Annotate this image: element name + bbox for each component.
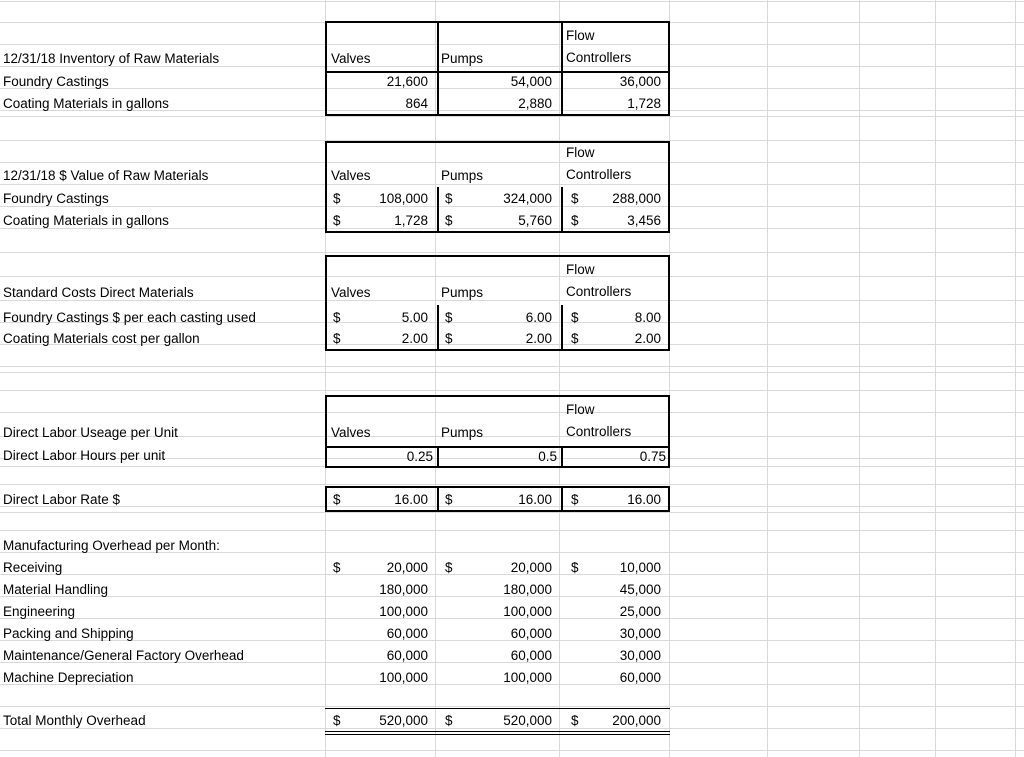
cell-value[interactable]: 3,456 bbox=[627, 213, 661, 228]
overhead-row-label: Material Handling bbox=[3, 582, 109, 597]
row-label: Total Monthly Overhead bbox=[3, 713, 146, 728]
currency-symbol: $ bbox=[571, 213, 579, 228]
cell-value[interactable]: 100,000 bbox=[379, 670, 428, 685]
cell-value[interactable]: 0.75 bbox=[639, 449, 666, 464]
col-header-valves: Valves bbox=[331, 168, 371, 183]
col-header-flow: Controllers bbox=[566, 284, 632, 299]
row-label: Direct Labor Hours per unit bbox=[3, 448, 166, 463]
gridline-col bbox=[859, 0, 860, 757]
overhead-title: Manufacturing Overhead per Month: bbox=[3, 538, 220, 553]
col-header-flow: Flow bbox=[566, 402, 595, 417]
border bbox=[437, 488, 439, 510]
cell-value[interactable]: 30,000 bbox=[619, 626, 661, 641]
cell-value[interactable]: 0.25 bbox=[406, 449, 433, 464]
border bbox=[437, 305, 439, 349]
col-header-valves: Valves bbox=[331, 425, 371, 440]
row-label: Direct Labor Rate $ bbox=[3, 492, 121, 507]
col-header-flow: Controllers bbox=[566, 167, 632, 182]
border bbox=[437, 187, 439, 231]
inventory-title: 12/31/18 Inventory of Raw Materials bbox=[3, 51, 220, 66]
border bbox=[561, 446, 563, 466]
cell-value[interactable]: 36,000 bbox=[619, 74, 661, 89]
row-label: Foundry Castings bbox=[3, 74, 109, 89]
cell-value[interactable]: 25,000 bbox=[619, 604, 661, 619]
overhead-row-label: Engineering bbox=[3, 604, 76, 619]
border bbox=[561, 187, 563, 231]
row-label: Coating Materials in gallons bbox=[3, 213, 169, 228]
standard-costs-title: Standard Costs Direct Materials bbox=[3, 285, 194, 300]
cell-value[interactable]: 288,000 bbox=[612, 191, 661, 206]
col-header-pumps: Pumps bbox=[441, 285, 484, 300]
gridline-row bbox=[0, 512, 1024, 513]
total-top-border bbox=[325, 708, 670, 709]
cell-value[interactable]: 20,000 bbox=[510, 560, 552, 575]
border bbox=[437, 23, 439, 114]
cell-value[interactable]: 1,728 bbox=[627, 96, 661, 111]
currency-symbol: $ bbox=[445, 331, 453, 346]
currency-symbol: $ bbox=[571, 713, 579, 728]
currency-symbol: $ bbox=[333, 560, 341, 575]
cell-value[interactable]: 20,000 bbox=[386, 560, 428, 575]
col-header-valves: Valves bbox=[331, 285, 371, 300]
gridline-row bbox=[0, 116, 1024, 117]
cell-value[interactable]: 16.00 bbox=[518, 492, 552, 507]
cell-value[interactable]: 100,000 bbox=[503, 670, 552, 685]
cell-value[interactable]: 16.00 bbox=[627, 492, 661, 507]
overhead-row-label: Maintenance/General Factory Overhead bbox=[3, 648, 244, 663]
cell-value[interactable]: 21,600 bbox=[386, 74, 428, 89]
currency-symbol: $ bbox=[333, 310, 341, 325]
cell-value[interactable]: 100,000 bbox=[379, 604, 428, 619]
gridline-col bbox=[767, 0, 768, 757]
row-label: Coating Materials in gallons bbox=[3, 96, 169, 111]
cell-value[interactable]: 2.00 bbox=[401, 331, 428, 346]
col-header-flow: Controllers bbox=[566, 424, 632, 439]
cell-value[interactable]: 45,000 bbox=[619, 582, 661, 597]
gridline-row bbox=[0, 530, 1024, 531]
currency-symbol: $ bbox=[333, 213, 341, 228]
cell-value[interactable]: 108,000 bbox=[379, 191, 428, 206]
gridline-row bbox=[0, 484, 1024, 485]
col-header-valves: Valves bbox=[331, 51, 371, 66]
labor-title: Direct Labor Useage per Unit bbox=[3, 425, 178, 440]
cell-value[interactable]: 520,000 bbox=[503, 713, 552, 728]
col-header-pumps: Pumps bbox=[441, 51, 484, 66]
cell-value[interactable]: 6.00 bbox=[525, 310, 552, 325]
currency-symbol: $ bbox=[571, 331, 579, 346]
gridline-row bbox=[0, 366, 1024, 367]
cell-value[interactable]: 324,000 bbox=[503, 191, 552, 206]
col-header-flow: Controllers bbox=[566, 50, 632, 65]
value-title: 12/31/18 $ Value of Raw Materials bbox=[3, 168, 209, 183]
cell-value[interactable]: 60,000 bbox=[386, 648, 428, 663]
cell-value[interactable]: 864 bbox=[405, 96, 428, 111]
col-header-flow: Flow bbox=[566, 262, 595, 277]
cell-value[interactable]: 10,000 bbox=[619, 560, 661, 575]
currency-symbol: $ bbox=[445, 213, 453, 228]
currency-symbol: $ bbox=[445, 310, 453, 325]
cell-value[interactable]: 16.00 bbox=[394, 492, 428, 507]
overhead-row-label: Packing and Shipping bbox=[3, 626, 134, 641]
cell-value[interactable]: 8.00 bbox=[634, 310, 661, 325]
currency-symbol: $ bbox=[333, 492, 341, 507]
currency-symbol: $ bbox=[333, 191, 341, 206]
currency-symbol: $ bbox=[571, 560, 579, 575]
cell-value[interactable]: 2.00 bbox=[634, 331, 661, 346]
gridline-row bbox=[0, 372, 1024, 373]
border bbox=[437, 446, 439, 466]
gridline-row bbox=[0, 750, 1024, 751]
col-header-flow: Flow bbox=[566, 28, 595, 43]
cell-value[interactable]: 180,000 bbox=[503, 582, 552, 597]
cell-value[interactable]: 2.00 bbox=[525, 331, 552, 346]
cell-value[interactable]: 60,000 bbox=[510, 626, 552, 641]
currency-symbol: $ bbox=[571, 191, 579, 206]
border bbox=[561, 23, 563, 114]
border bbox=[327, 71, 668, 73]
currency-symbol: $ bbox=[333, 331, 341, 346]
gridline-row bbox=[0, 706, 1024, 707]
gridline-row bbox=[0, 1, 1024, 2]
row-label: Coating Materials cost per gallon bbox=[3, 331, 200, 346]
currency-symbol: $ bbox=[445, 191, 453, 206]
cell-value[interactable]: 0.5 bbox=[538, 449, 557, 464]
gridline-row bbox=[0, 252, 1024, 253]
overhead-row-label: Machine Depreciation bbox=[3, 670, 134, 685]
cell-value[interactable]: 60,000 bbox=[386, 626, 428, 641]
cell-value[interactable]: 60,000 bbox=[619, 670, 661, 685]
cell-value[interactable]: 1,728 bbox=[394, 213, 428, 228]
cell-value[interactable]: 100,000 bbox=[503, 604, 552, 619]
cell-value[interactable]: 2,880 bbox=[518, 96, 552, 111]
col-header-pumps: Pumps bbox=[441, 425, 484, 440]
cell-value[interactable]: 5,760 bbox=[518, 213, 552, 228]
gridline-row bbox=[0, 390, 1024, 391]
border bbox=[327, 446, 668, 448]
cell-value[interactable]: 200,000 bbox=[612, 713, 661, 728]
border bbox=[561, 305, 563, 349]
cell-value[interactable]: 60,000 bbox=[510, 648, 552, 663]
currency-symbol: $ bbox=[445, 560, 453, 575]
cell-value[interactable]: 180,000 bbox=[379, 582, 428, 597]
col-header-pumps: Pumps bbox=[441, 168, 484, 183]
border bbox=[561, 488, 563, 510]
cell-value[interactable]: 520,000 bbox=[379, 713, 428, 728]
row-label: Foundry Castings bbox=[3, 191, 109, 206]
currency-symbol: $ bbox=[571, 310, 579, 325]
currency-symbol: $ bbox=[571, 492, 579, 507]
overhead-row-label: Receiving bbox=[3, 560, 63, 575]
cell-value[interactable]: 54,000 bbox=[510, 74, 552, 89]
gridline-col bbox=[1015, 0, 1016, 757]
cell-value[interactable]: 5.00 bbox=[401, 310, 428, 325]
currency-symbol: $ bbox=[445, 713, 453, 728]
currency-symbol: $ bbox=[333, 713, 341, 728]
total-double-underline bbox=[325, 734, 670, 735]
cell-value[interactable]: 30,000 bbox=[619, 648, 661, 663]
col-header-flow: Flow bbox=[566, 145, 595, 160]
gridline-col bbox=[935, 0, 936, 757]
row-label: Foundry Castings $ per each casting used bbox=[3, 310, 256, 325]
currency-symbol: $ bbox=[445, 492, 453, 507]
total-double-underline bbox=[325, 731, 670, 732]
